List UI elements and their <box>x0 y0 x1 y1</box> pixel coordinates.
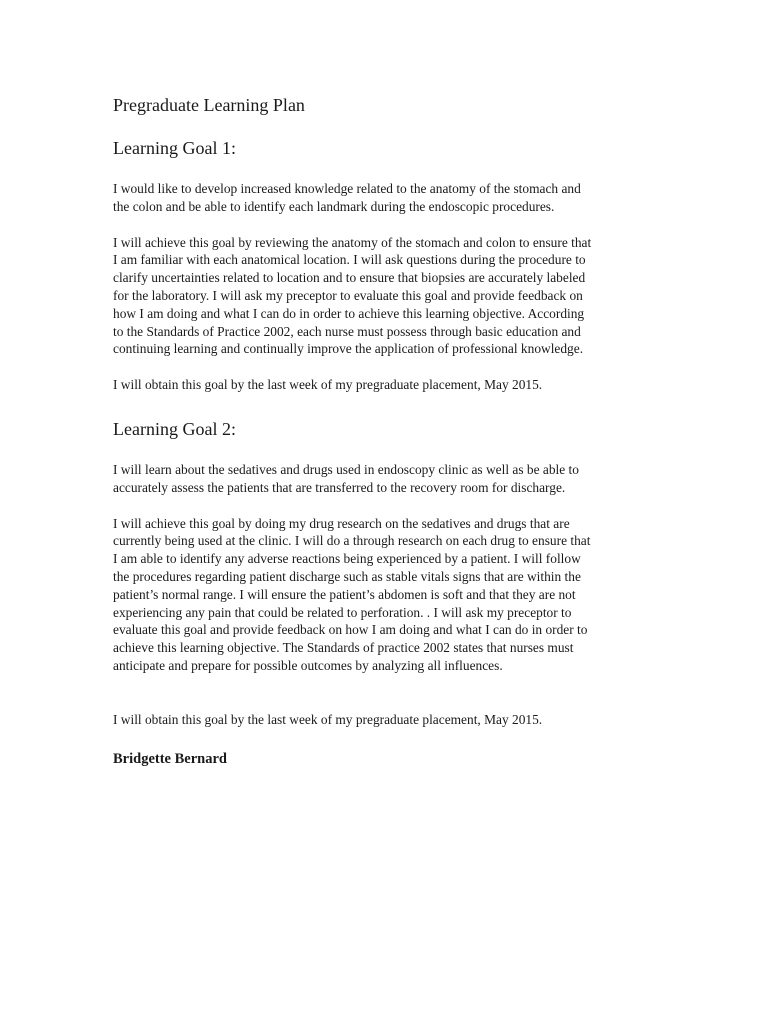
document-page <box>113 93 653 769</box>
learning-goal-1-plan: I will achieve this goal by reviewing the anatomy of the stomach and colon to ensure that I am familiar with each anatomical location. I will ask questions during the procedure to clarify uncertainties related to location and to ensure that biopsies are accurately labeled for the laboratory. I will ask my preceptor to evaluate this goal and provide feedback on how I am doing and what I can do in order to achieve this learning objective. According to the Standards of Practice 2002, each nurse must possess through basic education and continuing learning and continually improve the application of professional knowledge. <box>113 234 592 357</box>
learning-goal-2-section <box>113 417 653 729</box>
learning-goal-1-timeline: I will obtain this goal by the last week of my pregraduate placement, May 2015. <box>113 377 543 393</box>
document-title: Pregraduate Learning Plan <box>113 95 305 115</box>
learning-goal-1-heading: Learning Goal 1: <box>113 138 236 158</box>
learning-goal-2-plan: I will achieve this goal by doing my drug research on the sedatives and drugs that are currently being used at the clinic. I will do a through research on each drug to ensure that I am able to identify any adverse reactions being experienced by a patient. I will follow the procedures regarding patient discharge such as stable vitals signs that are within the patient’s normal range. I will ensure the patient’s abdomen is soft and that they are not experiencing any pain that could be related to perforation. . I will ask my preceptor to evaluate this goal and provide feedback on how I am doing and what I can do in order to achieve this learning objective. The Standards of practice 2002 states that nurses must anticipate and prepare for possible outcomes by analyzing all influences. <box>113 515 591 673</box>
learning-goal-2-heading: Learning Goal 2: <box>113 418 236 439</box>
learning-goal-2-timeline: I will obtain this goal by the last week of my pregraduate placement, May 2015. <box>113 711 543 727</box>
learning-goal-1-statement: I would like to develop increased knowledge related to the anatomy of the stomach and the colon and be able to identify each landmark during the endoscopic procedures. <box>113 181 581 214</box>
author-signature: Bridgette Bernard <box>113 750 227 767</box>
learning-goal-1-section <box>113 136 653 394</box>
learning-goal-2-statement: I will learn about the sedatives and drugs used in endoscopy clinic as well as be able to accurately assess the patients that are transferred to the recovery room for discharge. <box>113 461 579 495</box>
